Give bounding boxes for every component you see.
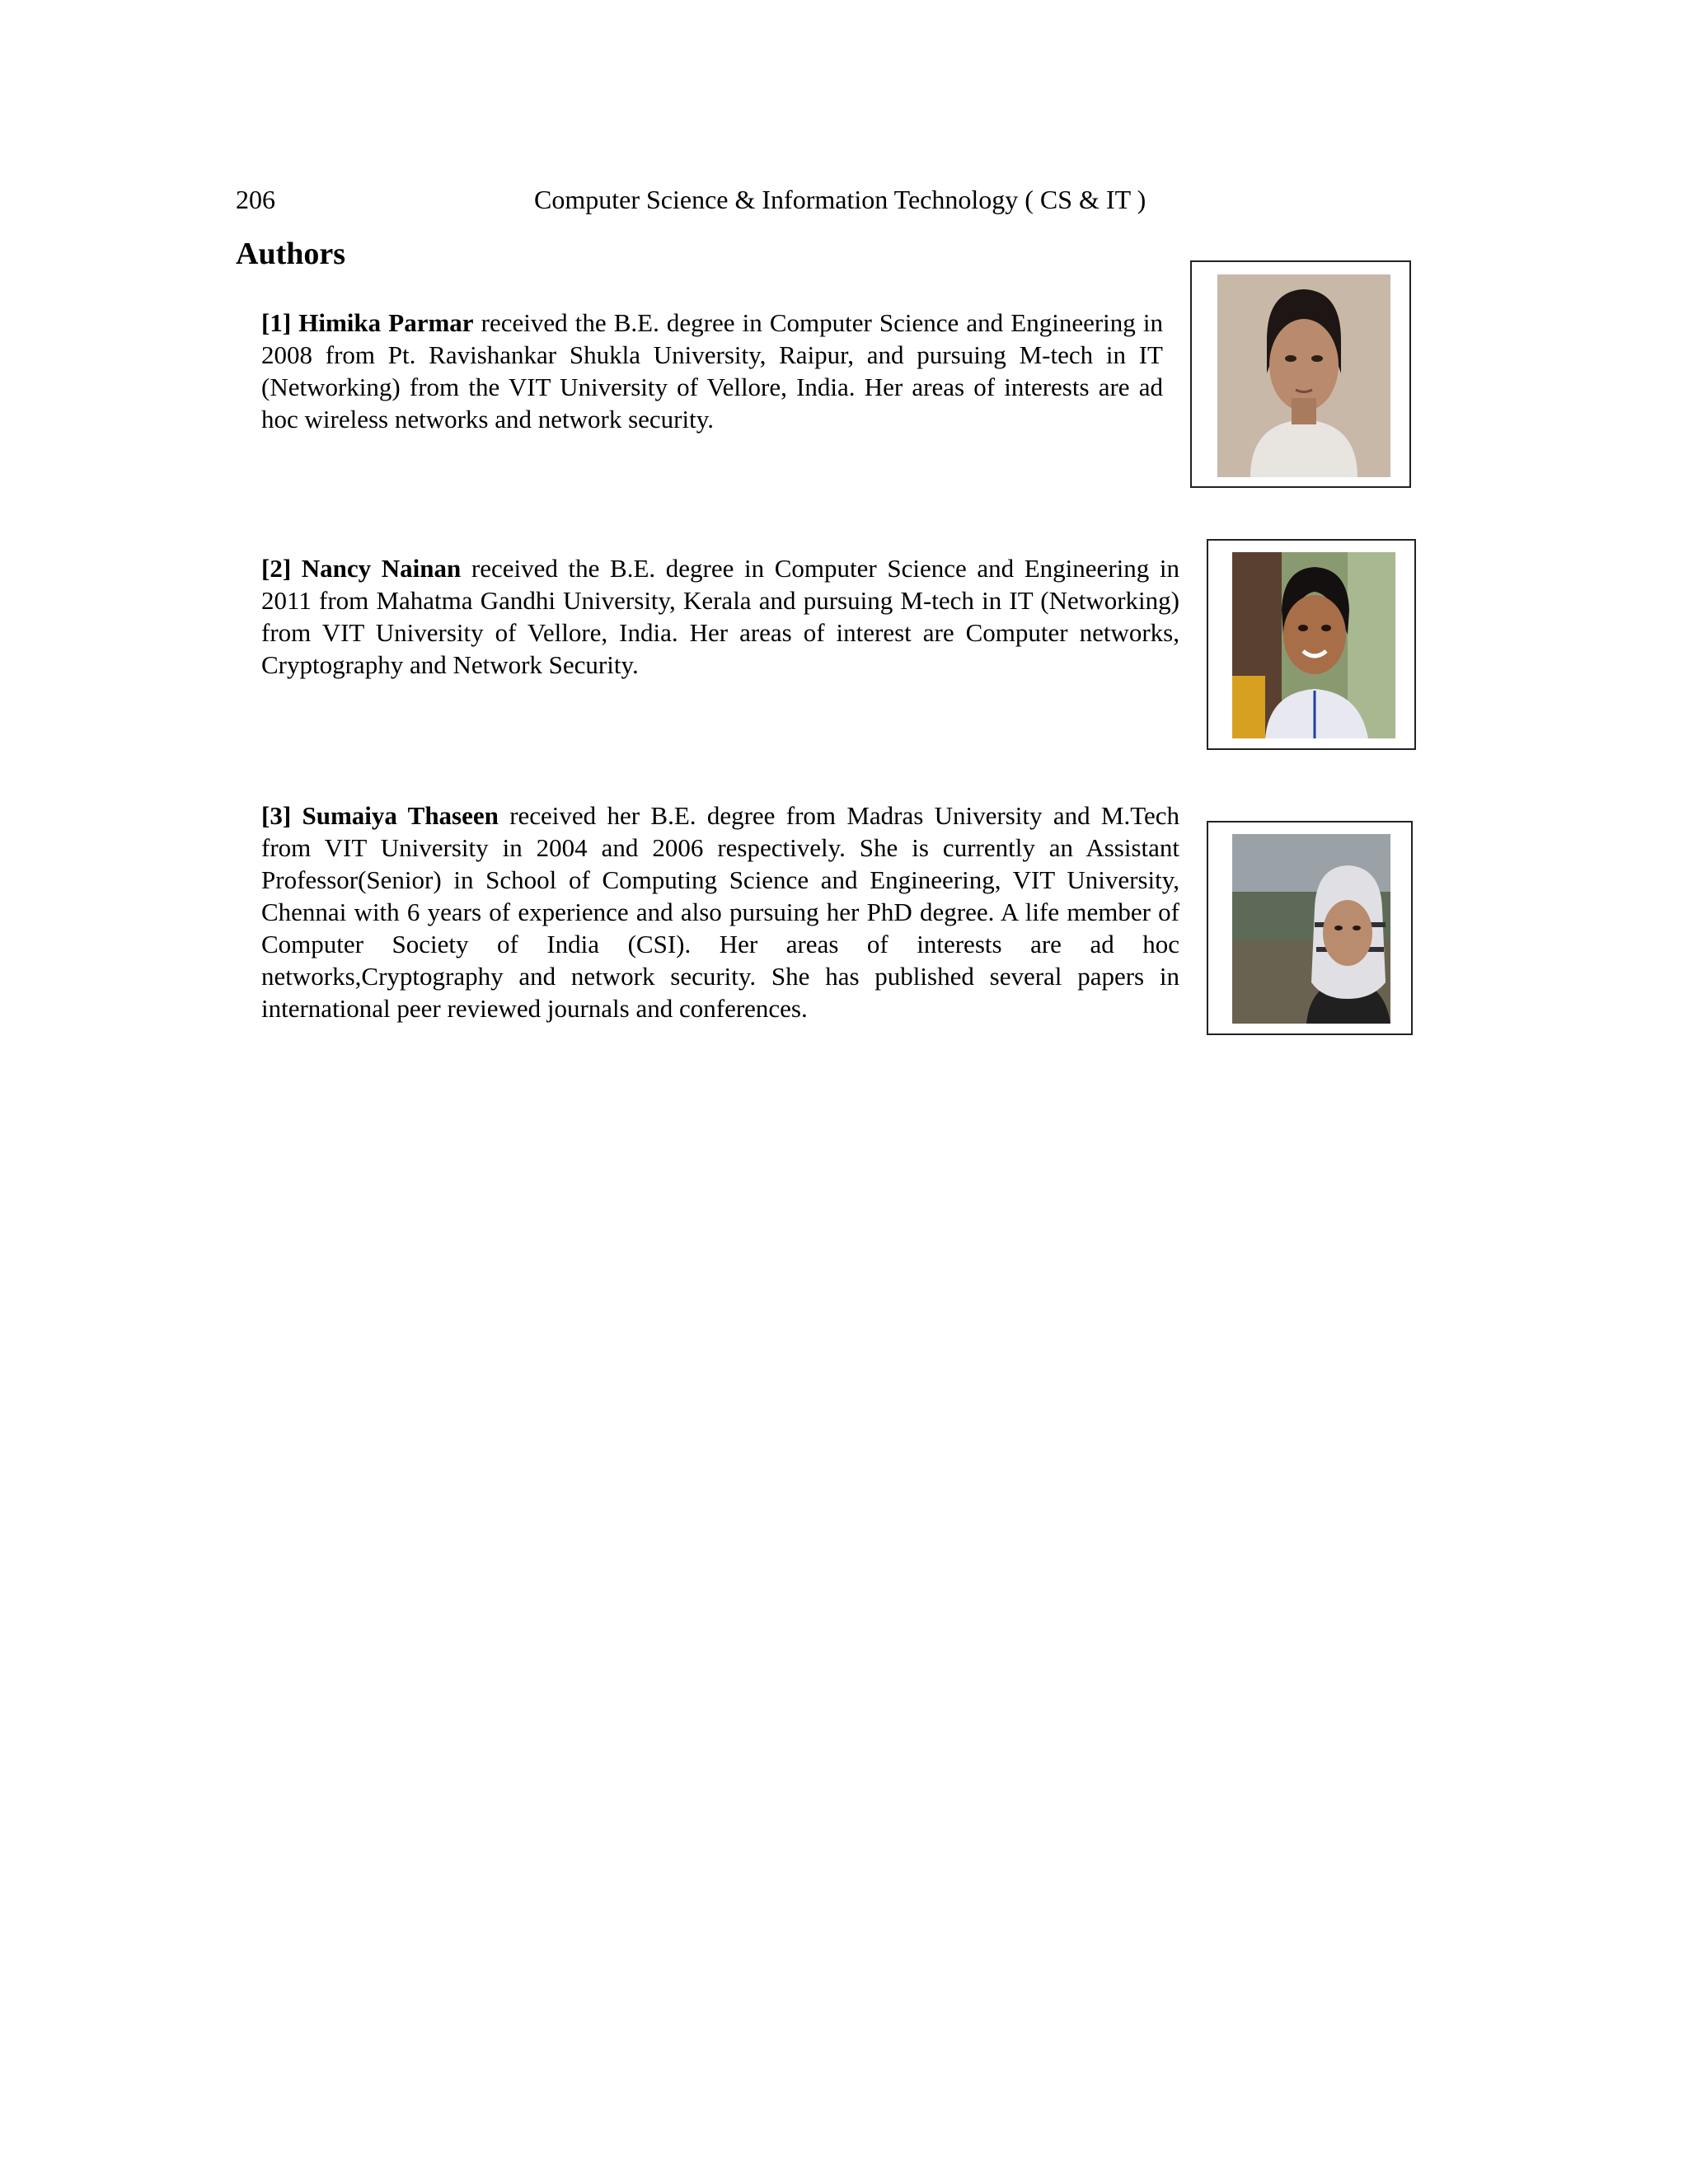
author-photo	[1232, 552, 1395, 738]
author-bio-text: received the B.E. degree in Computer Science and Engineering in 2008 from Pt. Ravishankar Shukla University, Raipur, and pursuing M-tech in IT (Networking) from the VIT University of Vellore, India. Her areas of interests are ad hoc wireless networks and network security.	[261, 308, 1163, 434]
author-photo	[1217, 274, 1390, 477]
author-name: [1] Himika Parmar	[261, 308, 474, 337]
author-bio	[261, 552, 1179, 681]
running-head: Computer Science & Information Technology ( CS & IT )	[534, 185, 1146, 214]
page-number: 206	[236, 185, 275, 214]
author-bio-text: received the B.E. degree in Computer Science and Engineering in 2011 from Mahatma Gandhi University, Kerala and pursuing M-tech in IT (Networking) from VIT University of Vellore, India. Her areas of interest are Computer networks, Cryptography and Network Security.	[261, 554, 1179, 679]
author-bio-text: received her B.E. degree from Madras University and M.Tech from VIT University in 2004 and 2006 respectively. She is currently an Assistant Professor(Senior) in School of Computing Science and Engineering, VIT University, Chennai with 6 years of experience and also pursuing her PhD degree. A life member of Computer Society of India (CSI). Her areas of interests are ad hoc networks,Cryptography and network security. She has published several papers in international peer reviewed journals and conferences.	[261, 801, 1180, 1023]
author-photo-frame	[1190, 260, 1411, 488]
author-name: [2] Nancy Nainan	[261, 554, 462, 583]
section-title: Authors	[236, 237, 346, 271]
author-photo-frame	[1207, 821, 1413, 1035]
author-photo-frame	[1207, 539, 1416, 750]
author-bio	[261, 307, 1163, 435]
author-photo	[1232, 834, 1390, 1024]
author-name: [3] Sumaiya Thaseen	[261, 801, 499, 830]
author-bio	[261, 799, 1179, 1024]
